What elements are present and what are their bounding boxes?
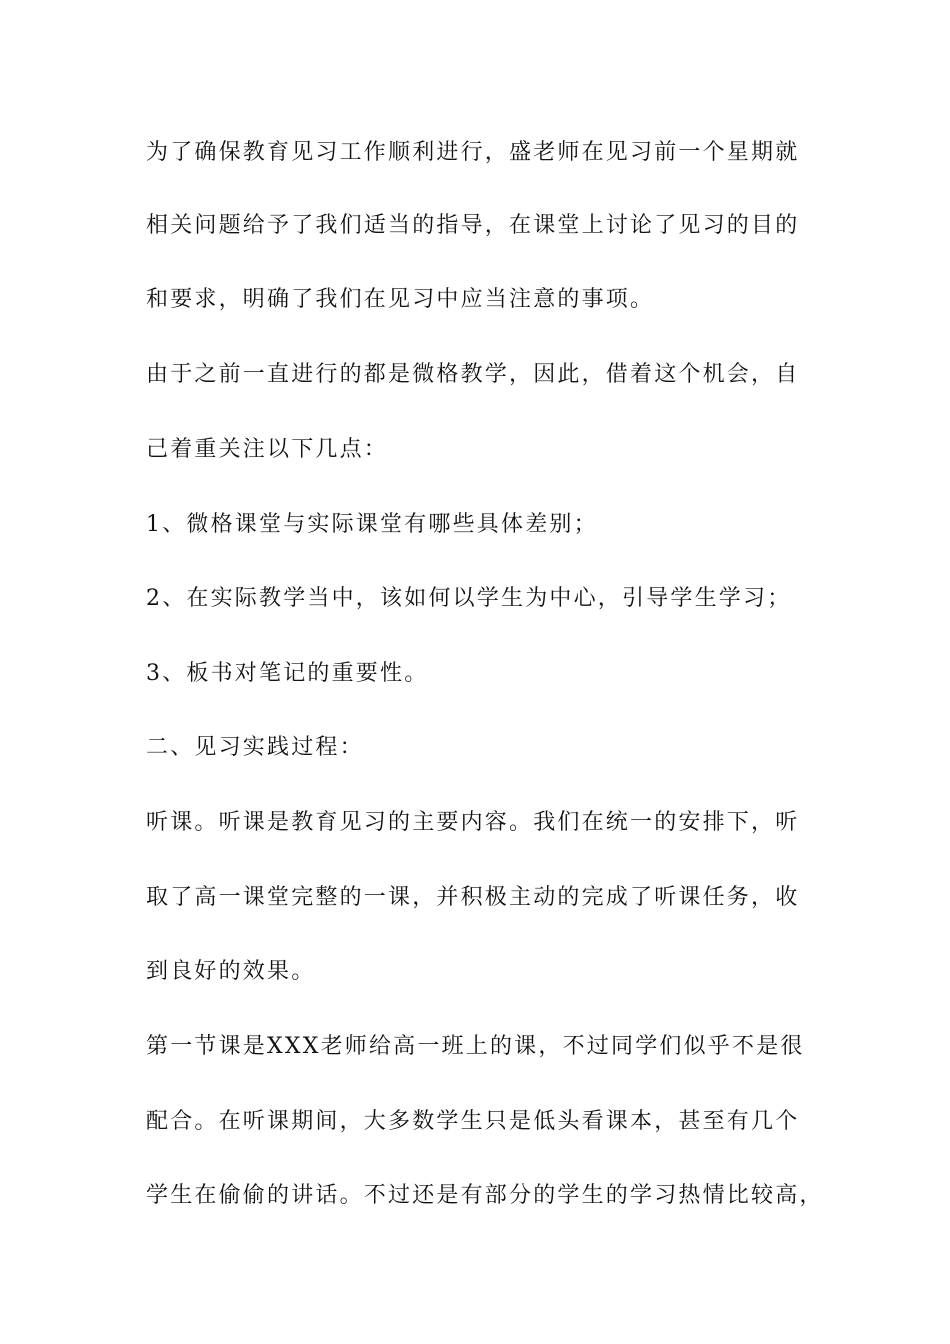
list-item: 2、在实际教学当中，该如何以学生为中心，引导学生学习； — [146, 586, 792, 611]
paragraph-line: 取了高一课堂完整的一课，并积极主动的完成了听课任务，收 — [146, 885, 800, 910]
paragraph-line: 相关问题给予了我们适当的指导，在课堂上讨论了见习的目的 — [146, 213, 800, 238]
paragraph-line: 己着重关注以下几点： — [146, 437, 389, 462]
paragraph-line: 为了确保教育见习工作顺利进行，盛老师在见习前一个星期就 — [146, 140, 800, 165]
list-item: 3、板书对笔记的重要性。 — [146, 661, 429, 686]
list-item: 1、微格课堂与实际课堂有哪些具体差别； — [146, 512, 598, 537]
paragraph-line: 和要求，明确了我们在见习中应当注意的事项。 — [146, 287, 655, 312]
paragraph-line: 学生在偷偷的讲话。不过还是有部分的学生的学习热情比较高， — [146, 1183, 824, 1208]
section-heading: 二、见习实践过程： — [146, 735, 364, 760]
paragraph-line: 听课。听课是教育见习的主要内容。我们在统一的安排下，听 — [146, 810, 800, 835]
paragraph-line: 配合。在听课期间，大多数学生只是低头看课本，甚至有几个 — [146, 1109, 800, 1134]
paragraph-line: 第一节课是XXX老师给高一班上的课，不过同学们似乎不是很 — [146, 1034, 805, 1059]
paragraph-line: 到良好的效果。 — [146, 959, 316, 984]
paragraph-line: 由于之前一直进行的都是微格教学，因此，借着这个机会，自 — [146, 362, 800, 387]
